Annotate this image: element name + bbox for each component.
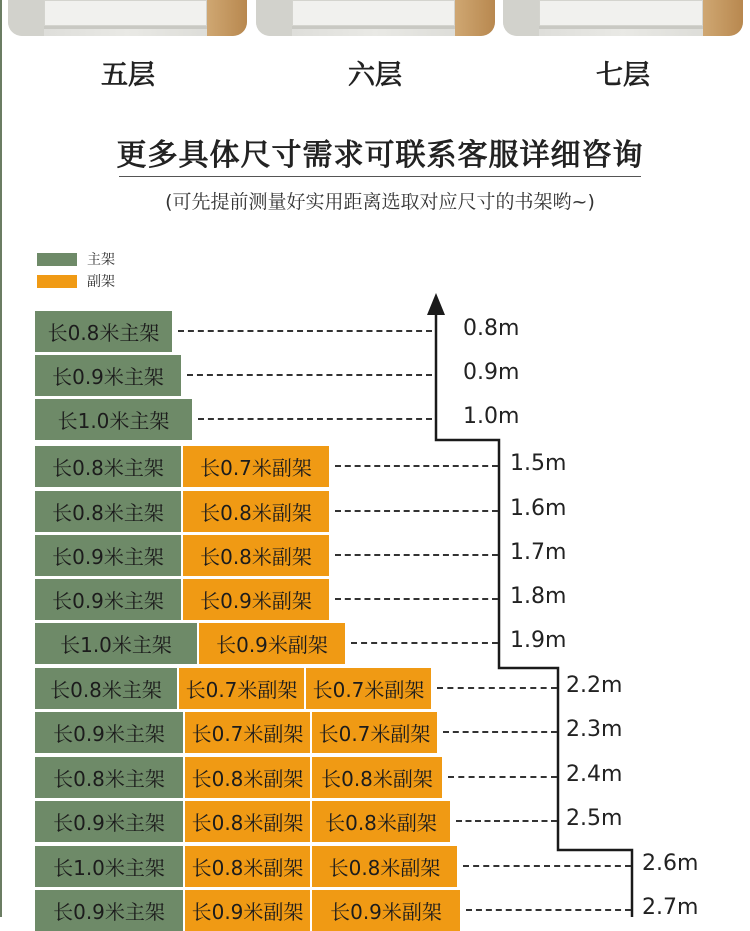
height-label: 2.6m — [642, 851, 699, 876]
legend-main-label: 主架 — [87, 252, 115, 268]
sub-shelf-block: 长0.8米副架 — [183, 535, 329, 576]
height-guide-dashes — [187, 374, 432, 376]
main-shelf-block: 长1.0米主架 — [35, 846, 183, 887]
five-tier-label: 五层 — [101, 60, 155, 91]
height-label: 2.3m — [566, 717, 623, 742]
legend-sub-label: 副架 — [87, 274, 115, 290]
main-shelf-block: 长0.9米主架 — [35, 355, 181, 396]
sub-shelf-block: 长0.9米副架 — [185, 890, 310, 931]
height-guide-dashes — [335, 510, 498, 512]
height-guide-dashes — [466, 909, 631, 911]
sub-shelf-block: 长0.7米副架 — [185, 712, 310, 753]
height-label: 1.6m — [510, 496, 567, 521]
height-guide-dashes — [335, 465, 498, 467]
sub-shelf-block: 长0.9米副架 — [199, 623, 345, 664]
sub-shelf-block: 长0.7米副架 — [306, 668, 431, 709]
seven-tier-label: 七层 — [596, 60, 650, 91]
height-guide-dashes — [463, 865, 631, 867]
sub-shelf-block: 长0.9米副架 — [183, 579, 329, 620]
sub-shelf-block: 长0.7米副架 — [183, 446, 329, 487]
six-tier-label: 六层 — [348, 60, 402, 91]
sub-shelf-block: 长0.7米副架 — [179, 668, 304, 709]
sub-shelf-block: 长0.9米副架 — [312, 890, 460, 931]
height-guide-dashes — [351, 642, 498, 644]
up-arrow-icon — [427, 293, 445, 315]
main-shelf-block: 长0.9米主架 — [35, 712, 183, 753]
main-shelf-block: 长0.8米主架 — [35, 668, 177, 709]
main-shelf-block: 长1.0米主架 — [35, 623, 197, 664]
main-shelf-block: 长0.9米主架 — [35, 801, 183, 842]
section-subheading: (可先提前测量好实用距离选取对应尺寸的书架哟~) — [165, 191, 595, 213]
main-shelf-block: 长0.8米主架 — [35, 491, 181, 532]
height-label: 2.7m — [642, 895, 699, 920]
height-guide-dashes — [335, 554, 498, 556]
height-label: 1.8m — [510, 584, 567, 609]
height-guide-dashes — [198, 418, 432, 420]
height-label: 1.9m — [510, 628, 567, 653]
sub-shelf-block: 长0.8米副架 — [312, 757, 442, 798]
main-shelf-block: 长1.0米主架 — [35, 399, 192, 440]
sub-shelf-block: 长0.8米副架 — [185, 801, 310, 842]
height-guide-dashes — [443, 731, 557, 733]
main-shelf-block: 长0.9米主架 — [35, 535, 181, 576]
height-guide-dashes — [437, 687, 557, 689]
main-shelf-block: 长0.9米主架 — [35, 890, 183, 931]
main-shelf-block: 长0.9米主架 — [35, 579, 181, 620]
sub-shelf-block: 长0.8米副架 — [185, 757, 310, 798]
height-label: 0.9m — [463, 360, 520, 385]
height-label: 2.4m — [566, 762, 623, 787]
height-guide-dashes — [178, 330, 432, 332]
sub-shelf-block: 长0.7米副架 — [312, 712, 437, 753]
height-guide-dashes — [456, 820, 557, 822]
height-guide-dashes — [448, 776, 557, 778]
main-shelf-block: 长0.8米主架 — [35, 446, 181, 487]
sub-shelf-block: 长0.8米副架 — [183, 491, 329, 532]
sub-shelf-block: 长0.8米副架 — [312, 846, 457, 887]
sub-shelf-block: 长0.8米副架 — [185, 846, 310, 887]
height-label: 1.0m — [463, 404, 520, 429]
height-label: 0.8m — [463, 316, 520, 341]
main-shelf-block: 长0.8米主架 — [35, 757, 183, 798]
height-label: 2.2m — [566, 673, 623, 698]
main-shelf-block: 长0.8米主架 — [35, 311, 172, 352]
height-label: 2.5m — [566, 806, 623, 831]
height-label: 1.5m — [510, 451, 567, 476]
height-guide-dashes — [335, 598, 498, 600]
height-label: 1.7m — [510, 540, 567, 565]
sub-shelf-block: 长0.8米副架 — [312, 801, 450, 842]
section-heading: 更多具体尺寸需求可联系客服详细咨询 — [116, 138, 644, 173]
